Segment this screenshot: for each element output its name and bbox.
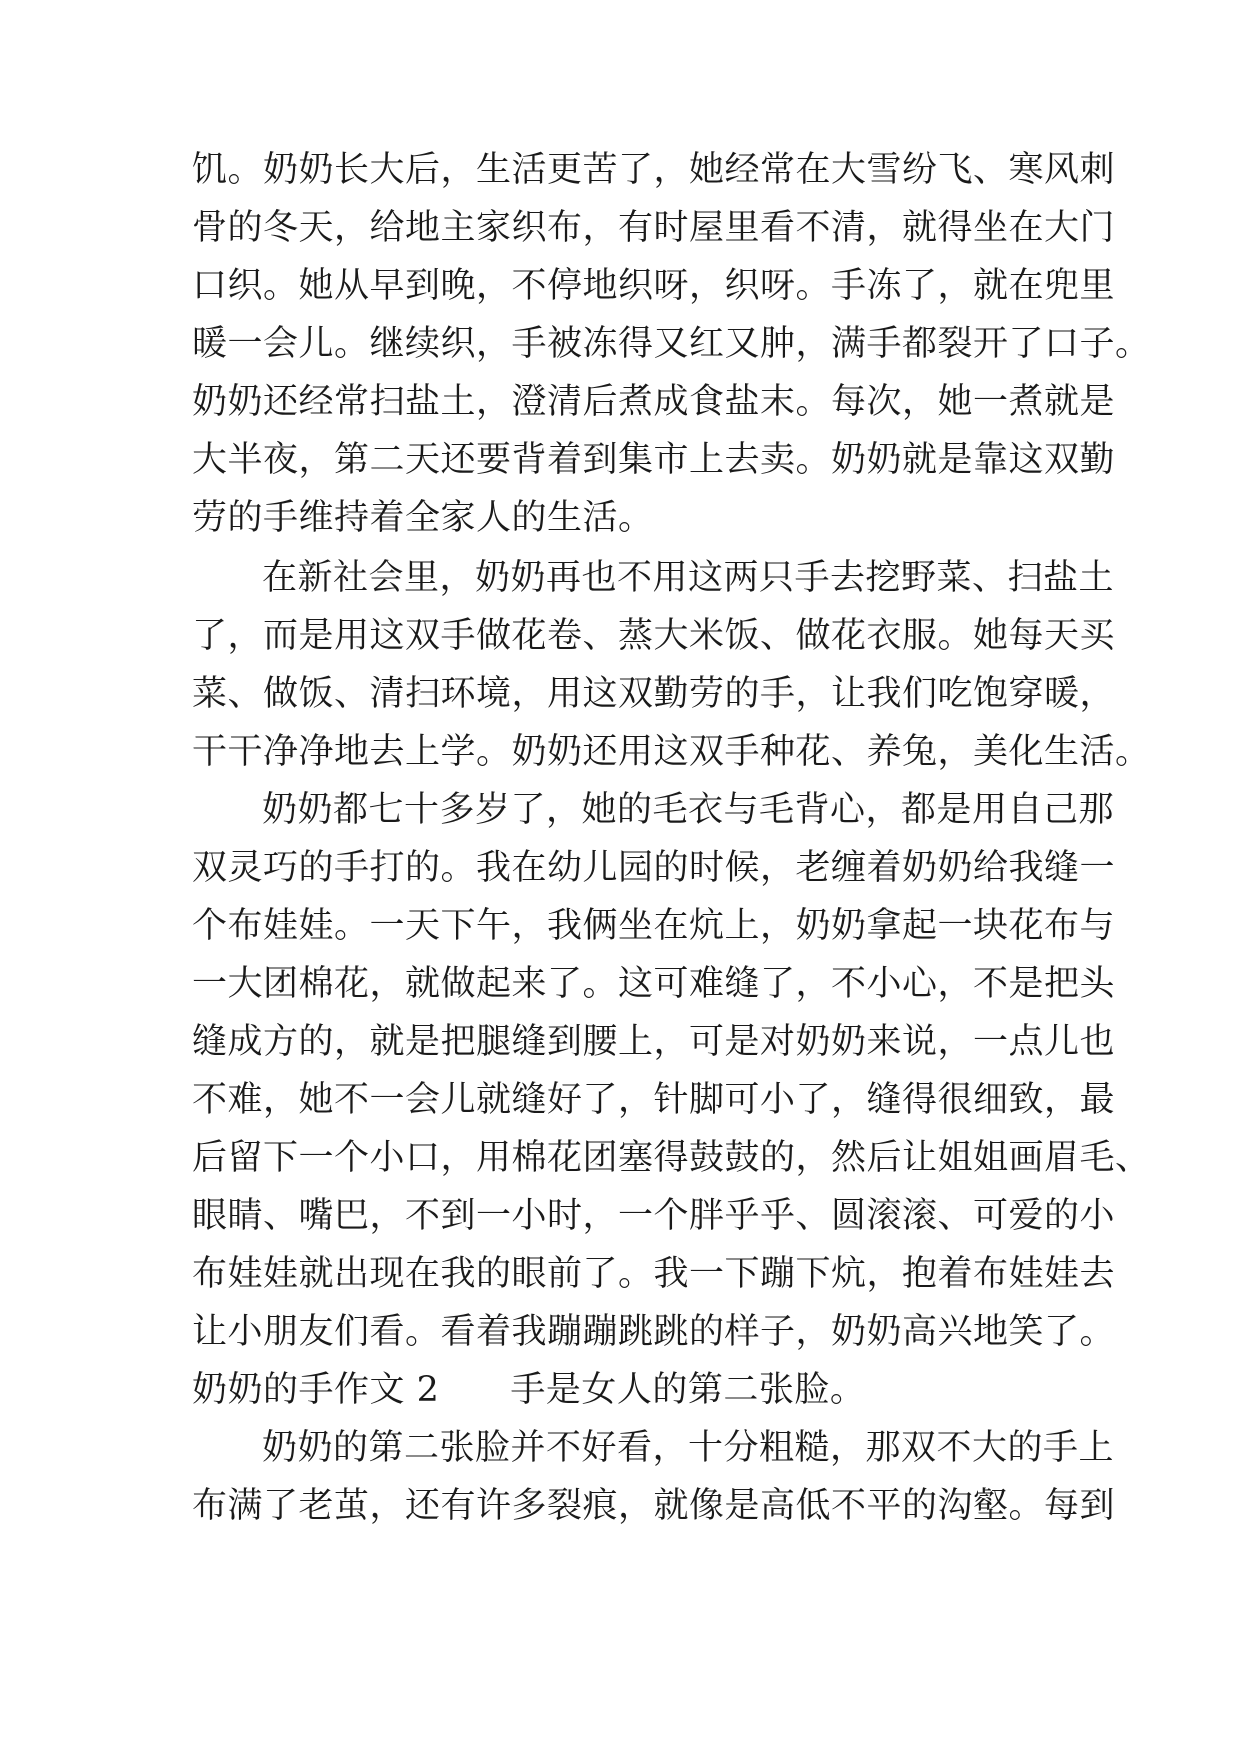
text-line: 个布娃娃。一天下午，我俩坐在炕上，奶奶拿起一块花布与 <box>192 906 1116 946</box>
text-line: 口织。她从早到晚，不停地织呀，织呀。手冻了，就在兜里 <box>192 266 1116 306</box>
text-line: 缝成方的，就是把腿缝到腰上，可是对奶奶来说，一点儿也 <box>192 1022 1116 1062</box>
text-line: 布满了老茧，还有许多裂痕，就像是高低不平的沟壑。每到 <box>192 1486 1116 1526</box>
paragraph-start-line: 奶奶的第二张脸并不好看，十分粗糙，那双不大的手上 <box>262 1428 1115 1468</box>
text-line: 暖一会儿。继续织，手被冻得又红又肿，满手都裂开了口子。 <box>192 324 1151 364</box>
paragraph-start-line: 奶奶都七十多岁了，她的毛衣与毛背心，都是用自己那 <box>262 790 1115 830</box>
text-line: 不难，她不一会儿就缝好了，针脚可小了，缝得很细致，最 <box>192 1080 1116 1120</box>
paragraph-start-line: 在新社会里，奶奶再也不用这两只手去挖野菜、扫盐土 <box>262 558 1115 598</box>
text-line: 后留下一个小口，用棉花团塞得鼓鼓的，然后让姐姐画眉毛、 <box>192 1138 1151 1178</box>
text-line: 奶奶还经常扫盐土，澄清后煮成食盐末。每次，她一煮就是 <box>192 382 1116 422</box>
text-line: 让小朋友们看。看着我蹦蹦跳跳的样子，奶奶高兴地笑了。 <box>192 1312 1116 1352</box>
text-line: 劳的手维持着全家人的生活。 <box>192 498 654 538</box>
text-line: 布娃娃就出现在我的眼前了。我一下蹦下炕，抱着布娃娃去 <box>192 1254 1116 1294</box>
text-line: 眼睛、嘴巴，不到一小时，一个胖乎乎、圆滚滚、可爱的小 <box>192 1196 1116 1236</box>
text-line: 饥。奶奶长大后，生活更苦了，她经常在大雪纷飞、寒风刺 <box>192 150 1116 190</box>
text-line: 干干净净地去上学。奶奶还用这双手种花、养兔，美化生活。 <box>192 732 1151 772</box>
section-heading-line: 奶奶的手作文 2 手是女人的第二张脸。 <box>192 1370 866 1410</box>
text-line: 一大团棉花，就做起来了。这可难缝了，不小心，不是把头 <box>192 964 1116 1004</box>
text-line: 大半夜，第二天还要背着到集市上去卖。奶奶就是靠这双勤 <box>192 440 1116 480</box>
text-line: 骨的冬天，给地主家织布，有时屋里看不清，就得坐在大门 <box>192 208 1116 248</box>
text-line: 菜、做饭、清扫环境，用这双勤劳的手，让我们吃饱穿暖， <box>192 674 1116 714</box>
text-line: 了，而是用这双手做花卷、蒸大米饭、做花衣服。她每天买 <box>192 616 1116 656</box>
text-line: 双灵巧的手打的。我在幼儿园的时候，老缠着奶奶给我缝一 <box>192 848 1116 888</box>
